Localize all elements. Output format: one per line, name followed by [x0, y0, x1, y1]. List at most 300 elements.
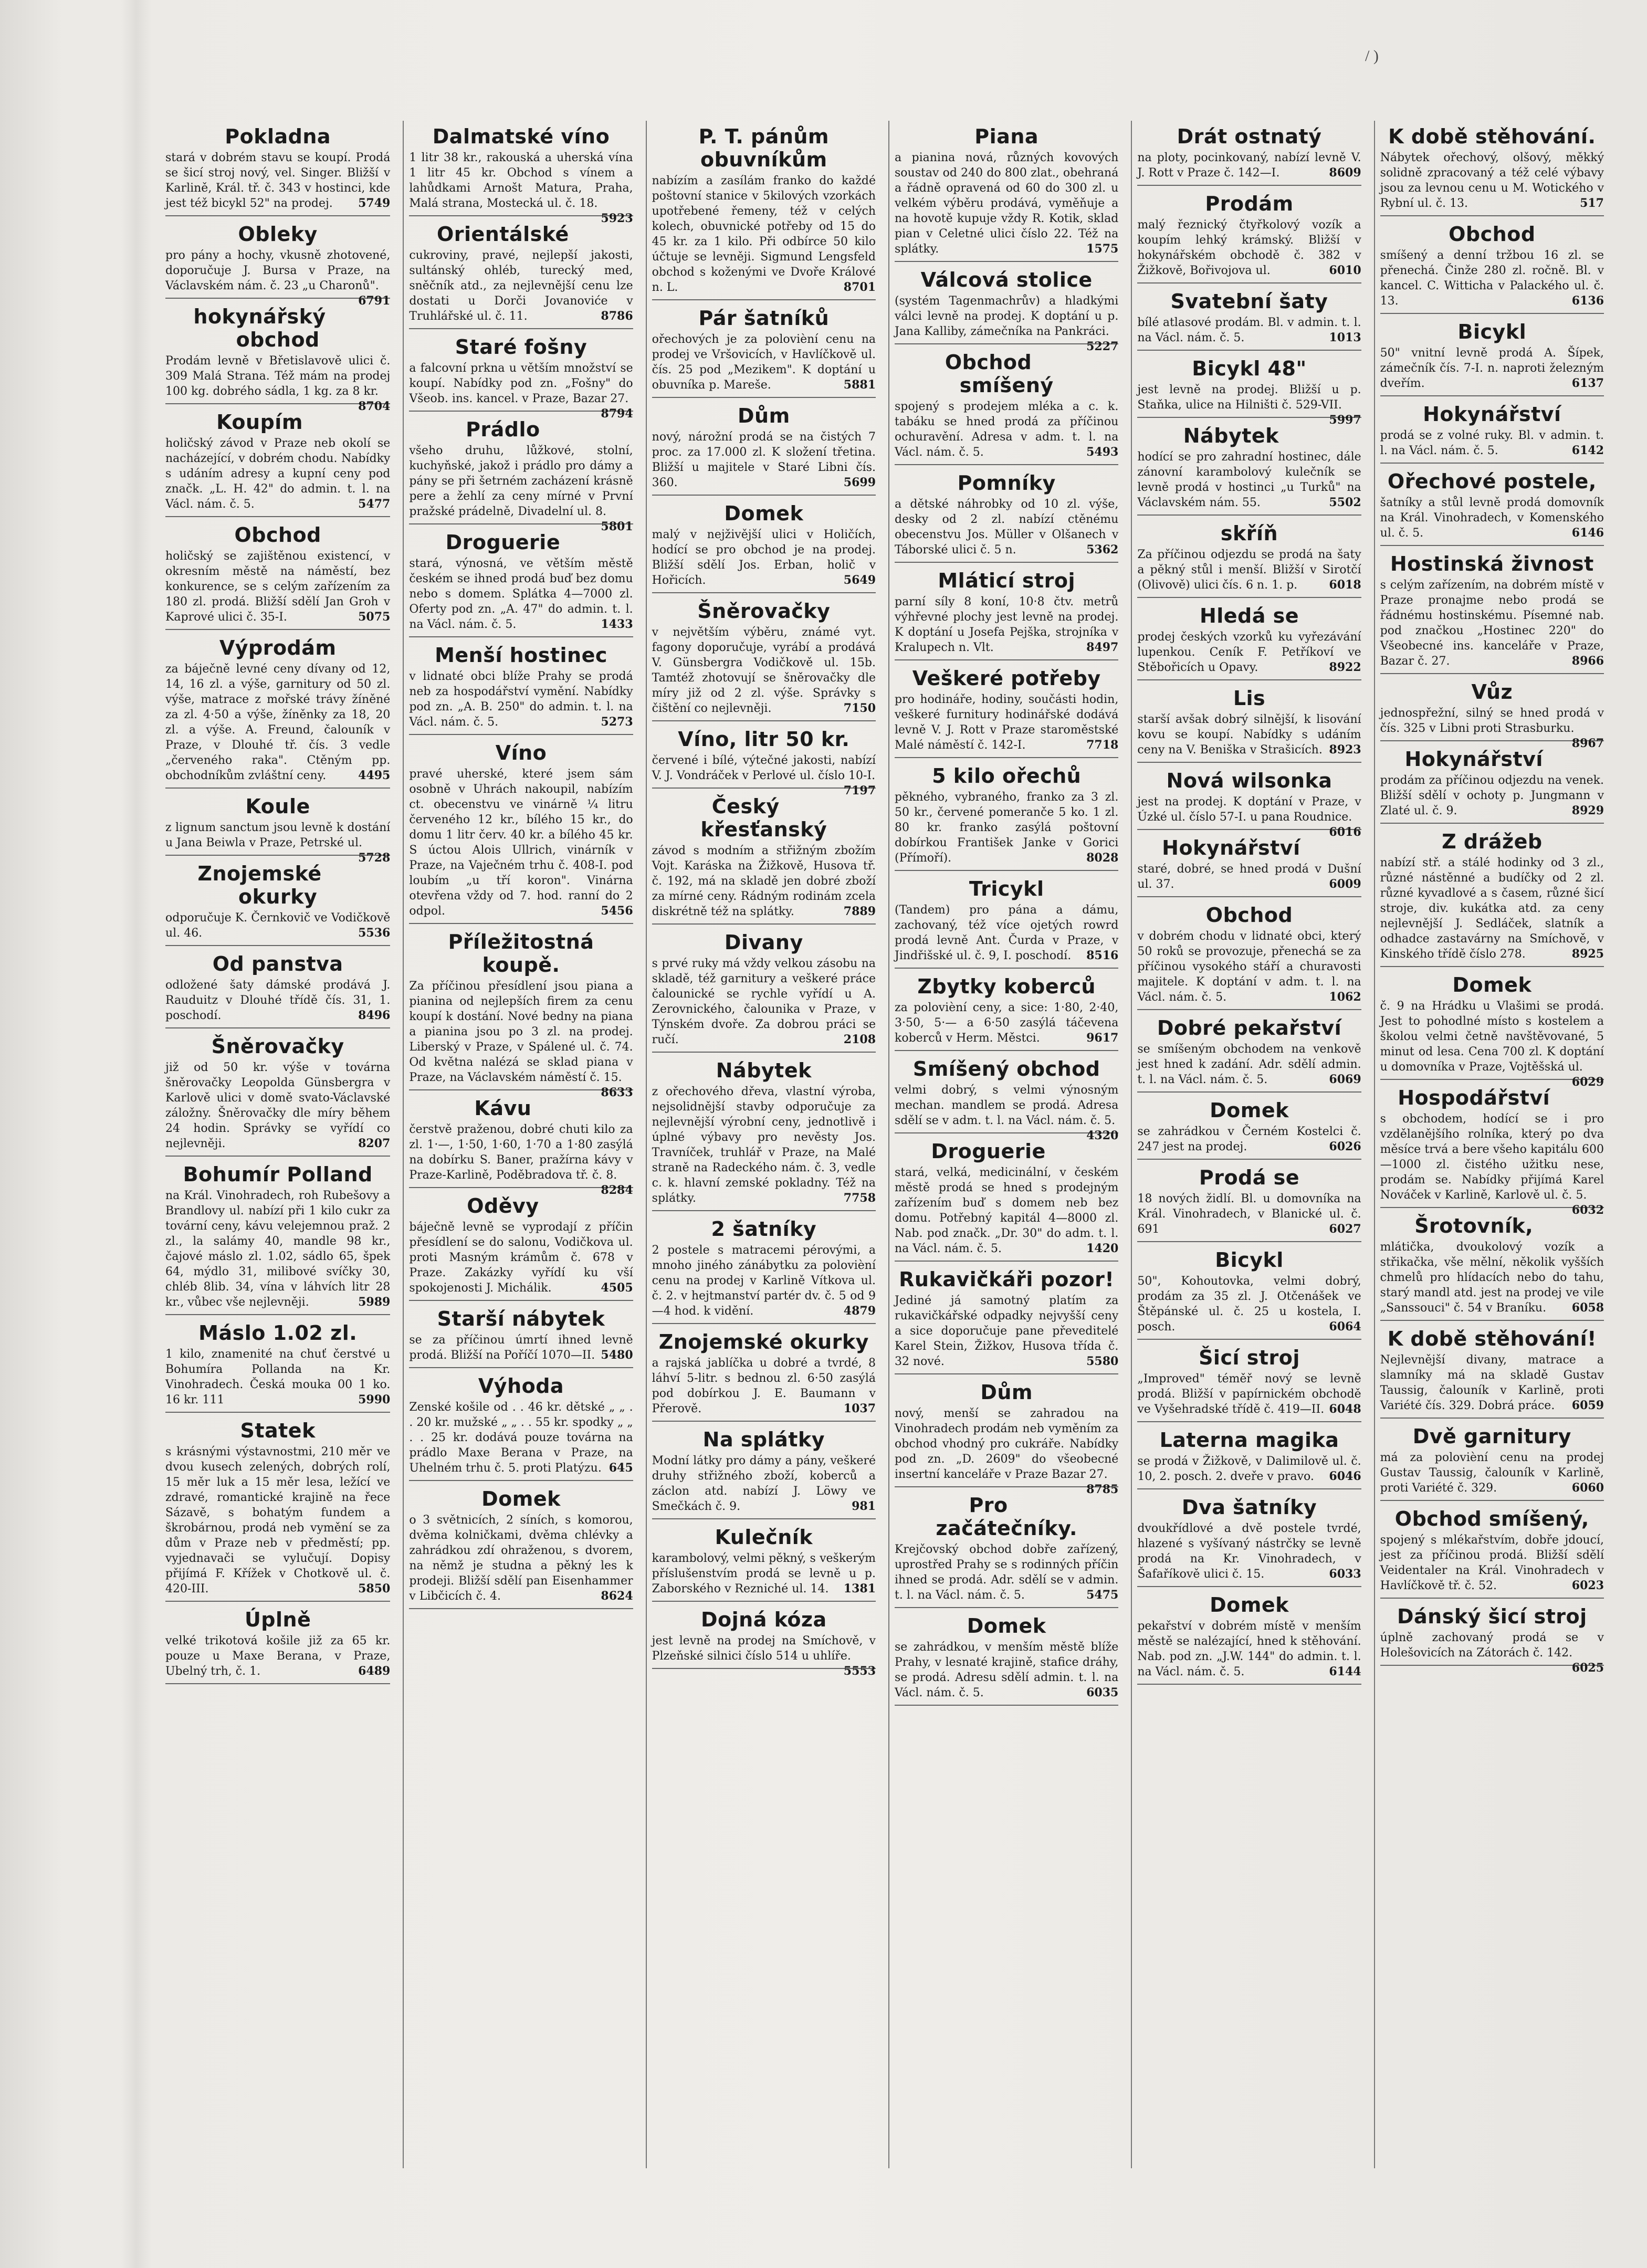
ad-title: skříň: [1220, 522, 1278, 545]
ad-reference-number: 1420: [1086, 1242, 1119, 1255]
ad-reference-number: 6059: [1571, 1399, 1604, 1412]
ad-title: Obchod: [1205, 904, 1293, 927]
classified-ad: [1380, 218, 1604, 314]
ad-text: jest na prodej. K doptání v Praze, v Úzké ul. číslo 57-I. u pana Roudnice.: [1137, 795, 1361, 824]
ad-reference-number: 1381: [843, 1582, 876, 1595]
ad-text: závod s modním a střižným zbožím Vojt. Karáska na Žižkově, Husova tř. č. 192, má na skladě jen dobré zboží za mírné ceny. Rádným rodinám zcela diskrétně též na splátky.: [652, 844, 876, 918]
ad-title: Prodám: [1205, 192, 1294, 215]
ad-text: jest levně na prodej na Smíchově, v Plzeňské silnici číslo 514 u uhlíře.: [652, 1634, 876, 1663]
ad-reference-number: 7758: [843, 1191, 876, 1205]
ad-text: Za příčinou přesídlení jsou piana a pianina od nejlepších firem za cenu koupí k dostání. Nové bedny na piana a pianina jsou po 3 zl. na prodej. Liberský v Praze, v Spálené ul. č. 74. Od května nalézá se sklad piana v Praze, na Václavském náměstí č. 15.: [409, 980, 633, 1084]
ad-text: všeho druhu, lůžkové, stolní, kuchyňské, jakož i prádlo pro dámy a pány se při šetrném zacházení krásně pere a žehlí za ceny mírné v První pražské prádelně, Divadelní ul. 8.: [409, 444, 633, 518]
ad-title: Dvě garnitury: [1412, 1425, 1571, 1448]
classified-ad: [409, 1483, 633, 1609]
classified-ad: [1137, 899, 1361, 1010]
ad-body: [1137, 1619, 1361, 1679]
classified-ad: [1137, 1342, 1361, 1422]
ad-text: 18 nových židlí. Bl. u domovníka na Král. Vinohradech, v Blanické ul. č. 691: [1137, 1192, 1361, 1236]
ad-column-4: [888, 121, 1124, 2168]
ad-title: Domek: [1452, 973, 1532, 996]
classified-ad: [652, 1424, 876, 1519]
ad-column-5: [1131, 121, 1366, 2168]
ad-text: 1 litr 38 kr., rakouská a uherská vína 1 litr 45 kr. Obchod s vínem a lahůdkami Arnošt Matura, Praha, Malá strana, Mostecká ul. č. 18.: [409, 151, 633, 210]
ad-column-6: [1374, 121, 1609, 2168]
ad-title: Dům: [980, 1381, 1033, 1404]
classified-ad: [1380, 826, 1604, 967]
ad-reference-number: 5699: [843, 476, 876, 489]
ad-body: [409, 1122, 633, 1197]
ad-title: Český křesťanský: [700, 795, 827, 841]
ad-title: Droguerie: [445, 531, 561, 554]
ad-text: na ploty, pocinkovaný, nabízí levně V. J. Rott v Praze č. 142—I.: [1137, 151, 1361, 180]
ad-reference-number: 5649: [843, 573, 876, 587]
ad-reference-number: 8923: [1329, 743, 1361, 757]
ad-body: [652, 1243, 876, 1319]
ad-body: [1380, 1630, 1604, 1675]
ad-reference-number: 8794: [601, 407, 633, 421]
ad-title: Koule: [245, 795, 310, 818]
ad-column-1: [160, 121, 395, 2168]
ad-text: s obchodem, hodící se i pro vzdělanějšího rolníka, který po dva měsíce trvá a bere všeho kapitálu 600—1000 zl. čistého užitku nese, prodám se. Nabídky přijímá Karel Nováček v Karlině, Karlově ul. č. 5.: [1380, 1112, 1604, 1202]
ad-body: [409, 1332, 633, 1363]
classified-ad: [1137, 286, 1361, 351]
ad-body: [1380, 248, 1604, 309]
page-fold-shadow: [121, 0, 152, 2268]
ad-body: [1380, 345, 1604, 391]
ad-reference-number: 645: [609, 1461, 633, 1475]
ad-body: [895, 1083, 1119, 1142]
ad-text: odporučuje K. Černkovič ve Vodičkově ul. 46.: [165, 911, 391, 940]
ad-title: Hospodářství: [1398, 1086, 1550, 1109]
ad-body: [165, 150, 390, 211]
classified-ad: [1380, 1601, 1604, 1675]
ad-text: v největším výběru, známé vyt. fagony doporučuje, vyrábí a prodává V. Günsbergra Vodičkově ul. 15b. Tamtéž zhotovují se šněrovačky dle míry již od 2 zl. výše. Správky s čištění co nejlevněji.: [652, 626, 876, 715]
classified-ad: [1380, 1421, 1604, 1501]
ad-text: č. 9 na Hrádku u Vlašimi se prodá. Jest to pohodlné místo s kostelem a školou velmi četně navštěvované, 5 minut od lesa. Cena 700 zl. K doptání u domovníka v Praze, Vojtěšská ul.: [1380, 1000, 1604, 1074]
ad-reference-number: 8207: [358, 1137, 391, 1150]
ad-title: Obchod smíšený,: [1394, 1507, 1589, 1530]
ad-reference-number: 6137: [1571, 376, 1604, 390]
classified-ad: [1137, 832, 1361, 897]
ad-text: stará, výnosná, ve větším městě českém se ihned prodá buď bez domu nebo s domem. Splátka 4—7000 zl. Oferty pod zn. „A. 47" do admin. t. l. na Václ. nám. č. 5.: [409, 557, 633, 631]
ad-body: [409, 556, 633, 632]
classified-ad: [652, 302, 876, 398]
ad-title: Od panstva: [212, 952, 343, 975]
ad-title: Prádlo: [466, 418, 540, 441]
ad-reference-number: 8704: [358, 400, 391, 413]
ad-reference-number: 6010: [1329, 264, 1361, 277]
ad-title: Staré fošny: [455, 335, 588, 359]
classified-ad: [165, 632, 390, 789]
ad-body: [895, 790, 1118, 866]
ad-body: [1380, 428, 1604, 458]
classified-ad: [165, 1159, 390, 1315]
ad-title: Dalmatské víno: [432, 125, 610, 148]
ad-text: prodá se z volné ruky. Bl. v admin. t. l. na Václ. nám. č. 5.: [1380, 429, 1604, 457]
classified-ad: [1137, 1589, 1361, 1685]
ad-body: [1380, 578, 1604, 669]
ad-title: Obchod: [1449, 223, 1536, 246]
classified-ad: [165, 1317, 390, 1413]
ad-body: [1380, 999, 1604, 1089]
ad-title: Nábytek: [1183, 424, 1279, 447]
ad-reference-number: 6033: [1329, 1567, 1361, 1581]
ad-text: „Improved" téměř nový se levně prodá. Bližší v papírnickém obchodě ve Vyšehradské třídě č. 419—II.: [1137, 1372, 1361, 1416]
ad-title: Domek: [1210, 1099, 1289, 1122]
classified-ad: [165, 218, 391, 308]
ad-text: se za příčinou úmrtí ihned levně prodá. Bližší na Poříčí 1070—II.: [409, 1334, 633, 1362]
classified-ad: [652, 723, 876, 797]
ad-title: Dánský šicí stroj: [1397, 1605, 1587, 1628]
ad-body: [409, 1400, 633, 1476]
ad-title: Rukavičkáři pozor!: [899, 1268, 1115, 1291]
classified-ad: [165, 121, 390, 216]
ad-body: [1137, 794, 1361, 839]
classified-ad: [1380, 1210, 1604, 1321]
ad-title: Víno: [495, 741, 547, 764]
ad-title: Z drážeb: [1442, 830, 1543, 853]
ad-title: Dobré pekařství: [1157, 1016, 1342, 1040]
ad-text: s krásnými výstavnostmi, 210 měr ve dvou kusech zelených, dobrých rolí, 15 měr luk a 15 měr lesa, ležící ve zdravé, romantické krajině na řece Sázavě, s bohatým fundem a škrobárnou, prodá neb vymění se za dům v Praze neb v předměstí; pp. vyjednavači se vylučují. Dopisy přijímá F. Křížek v Chotkově ul. č. 420-III.: [165, 1445, 391, 1595]
ad-body: [165, 910, 390, 941]
ad-reference-number: 8496: [358, 1009, 391, 1022]
classified-ad: [409, 1093, 633, 1197]
ad-text: prodej českých vzorků ku vyřezávání lupenkou. Ceník F. Petříkoví ve Stěbořicích u Opavy.: [1137, 631, 1361, 674]
ad-text: odložené šaty dámské prodává J. Rauduitz v Dlouhé třídě čís. 31, 1. poschodí.: [165, 979, 391, 1022]
ad-body: [1380, 855, 1604, 962]
ad-body: [1380, 1240, 1604, 1316]
ad-text: má za polovièní cenu na prodej Gustav Taussig, čalouník v Karlině, proti Variété č. 329.: [1380, 1451, 1604, 1495]
classified-ad: [1380, 466, 1604, 546]
ad-body: [895, 1165, 1118, 1256]
ad-reference-number: 4495: [358, 769, 391, 782]
ad-text: z lignum sanctum jsou levně k dostání u Jana Beiwla v Praze, Petrské ul.: [165, 821, 391, 849]
ad-body: [652, 1453, 876, 1514]
ad-text: pravé uherské, které jsem sám osobně v Uhrách nakoupil, nabízím ct. obecenstvu ve vinárně ¼ litru červeného 12 kr., bílého 15 kr., do domu 1 litr červ. 40 kr. a bílého 45 kr. S úctou Alois Ullrich, vinárník v Praze, na Vaječném trhu č. 408-I. pod loubím „u tří koron". Vinárna otevřena vždy od 7. hod. ranní do 2 odpol.: [409, 768, 633, 918]
ad-text: červené i bílé, výtečné jakosti, nabízí V. J. Vondráček v Perlové ul. číslo 10-I.: [652, 754, 876, 782]
classified-ad: [652, 400, 876, 496]
ad-body: [1137, 1191, 1361, 1237]
ad-text: za báječně levné ceny dívany od 12, 14, 16 zl. a výše, garnitury od 50 zl. výše, matrace z mořské trávy žíněné za zl. 4·50 a výše, žíněnky za 18, 20 zl. a výše. A. Freund, čalouník v Praze, v Dlouhé tř. čís. 3 vedle „červeného raka". Ctěným pp. obchodníkům zvláštní ceny.: [165, 663, 391, 782]
ad-text: (Tandem) pro pána a dámu, zachovaný, též více ojetých rowrd prodá levně Ant. Čurda v Praze, v Jindřišské ul. č. 9, I. poschodí.: [895, 904, 1119, 962]
ad-body: [165, 820, 391, 865]
ad-reference-number: 5728: [358, 851, 391, 865]
ad-text: na Král. Vinohradech, roh Rubešovy a Brandlovy ul. nabízí při 1 kilo cukr za tovární ceny, kávu velejemnou praž. 2 zl., la salámy 40, mandle 98 kr., čajové máslo zl. 1.02, sádlo 65, špek 64, mýdlo 31, milibové svíčky 30, chléb 8lib. 34, vína v láhvích litr 28 kr., vůbec vše nejlevněji.: [165, 1189, 391, 1309]
ad-title: Kávu: [474, 1097, 532, 1120]
ad-reference-number: 8922: [1329, 660, 1361, 674]
ad-title: Pro začátečníky.: [936, 1494, 1077, 1540]
classified-ad: [895, 1489, 1118, 1608]
classified-ad: [165, 858, 390, 946]
ad-body: [165, 1633, 390, 1679]
ad-reference-number: 6791: [358, 294, 391, 308]
ad-body: [652, 843, 876, 919]
classified-ad: [1380, 969, 1604, 1089]
ad-reference-number: 5881: [843, 378, 876, 392]
ad-column-3: [646, 121, 881, 2168]
ad-text: s celým zařízením, na dobrém místě v Praze pronajme nebo prodá se řádnému hostinskému. Písemné nab. pod značkou „Hostinec 220" do Všeobecné ins. kanceláře v Praze, Bazar č. 27.: [1380, 579, 1604, 668]
ad-reference-number: 5580: [1086, 1354, 1119, 1368]
ad-body: [1137, 217, 1361, 278]
ad-title: Laterna magika: [1159, 1429, 1339, 1452]
ad-title: Ořechové postele,: [1387, 470, 1597, 493]
ad-title: P. T. pánům obuvníkům: [698, 125, 830, 171]
classified-ad: [1137, 1012, 1361, 1093]
classified-ad: [409, 926, 633, 1099]
margin-pencil-note: / ): [1365, 47, 1379, 65]
classified-ad: [1137, 518, 1361, 598]
classified-ads-columns: [160, 121, 1609, 2168]
ad-reference-number: 5749: [358, 196, 391, 210]
ad-body: [409, 1220, 633, 1296]
ad-reference-number: 6026: [1329, 1140, 1361, 1153]
ad-body: [409, 443, 633, 533]
ad-title: Obchod smíšený: [945, 351, 1054, 397]
ad-body: [895, 1640, 1118, 1700]
ad-title: Dojná kóza: [700, 1608, 827, 1631]
ad-text: pro hodináře, hodiny, součásti hodin, veškeré furnitury hodinářské dodává levně V. J. Rott v Praze staroměstské Malé náměstí č. 142-I.: [895, 693, 1119, 752]
ad-reference-number: 6144: [1329, 1665, 1361, 1678]
ad-body: [1137, 1454, 1361, 1484]
classified-ad: [1137, 765, 1361, 839]
ad-title: Znojemské okurky: [197, 862, 322, 908]
ad-text: se zahrádkou v Černém Kostelci č. 247 jest na prodej.: [1137, 1125, 1361, 1153]
ad-reference-number: 8624: [601, 1589, 633, 1603]
ad-body: [1137, 382, 1361, 427]
ad-title: Domek: [967, 1614, 1046, 1637]
ad-title: 2 šatníky: [711, 1217, 817, 1241]
ad-reference-number: 1575: [1086, 242, 1119, 256]
ad-reference-number: 6142: [1571, 444, 1604, 457]
classified-ad: [1137, 1492, 1361, 1587]
ad-text: Modní látky pro dámy a pány, veškeré druhy střižného zboží, koberců a záclon atd. nabízí J. Löwy ve Smečkách č. 9.: [652, 1454, 876, 1513]
ad-text: dvoukřídlové a dvě postele tvrdé, hlazené s vyšívaný nástrčky se levně prodá na Kr. Vinohradech, v Šafaříkově ulici č. 15.: [1137, 1522, 1361, 1581]
ad-text: jednospřežní, silný se hned prodá v čís. 325 v Libni proti Strasburku.: [1380, 707, 1604, 735]
ad-body: [895, 399, 1118, 460]
classified-ad: [652, 498, 876, 593]
ad-reference-number: 5477: [358, 497, 391, 511]
ad-body: [165, 549, 390, 625]
ad-title: Koupím: [216, 411, 303, 434]
ad-text: smíšený a denní tržbou 16 zl. se přenechá. Činže 280 zl. ročně. Bl. v kancel. C. Witticha v Palackého ul. č. 13.: [1380, 249, 1604, 308]
ad-title: Dům: [737, 404, 790, 427]
ad-text: parní síly 8 koní, 10·8 čtv. metrů výhřevné plochy jest levně na prodej. K doptání u Josefa Pejška, strojníka v Kralupech n. Vlt.: [895, 595, 1119, 654]
ad-reference-number: 7197: [843, 784, 876, 797]
classified-ad: [652, 595, 876, 721]
ad-title: K době stěhování!: [1387, 1327, 1597, 1350]
ad-reference-number: 4505: [601, 1281, 633, 1295]
ad-reference-number: 5493: [1086, 445, 1119, 459]
ad-body: [1137, 1042, 1361, 1087]
classified-ad: [652, 1055, 876, 1211]
ad-title: Šněrovačky: [211, 1035, 344, 1058]
ad-text: mlátička, dvoukolový vozík a střikačka, vše mělní, několik vyšších chmelů pro hlídacích nebo do tahu, starý mandl atd. jest na prodej ve vile „Sanssouci" č. 54 v Braníku.: [1380, 1241, 1604, 1315]
ad-title: Nová wilsonka: [1166, 769, 1333, 792]
classified-ad: [1137, 600, 1361, 680]
ad-body: [895, 293, 1119, 353]
classified-ad: [1380, 1082, 1604, 1217]
classified-ad: [409, 218, 633, 329]
ad-reference-number: 5997: [1329, 413, 1361, 427]
ad-reference-number: 6048: [1329, 1402, 1361, 1416]
ad-body: [1380, 1352, 1604, 1413]
ad-body: [409, 150, 633, 225]
classified-ad: [652, 927, 876, 1053]
ad-text: Nábytek ořechový, olšový, měkký solidně zpracovaný a též celé výbavy jsou za levnou cenu u M. Wotického v Rybní ul. č. 13.: [1380, 151, 1604, 210]
ad-title: Oděvy: [467, 1194, 539, 1217]
ad-body: [1137, 1124, 1361, 1154]
ad-title: Bicykl: [1215, 1248, 1284, 1272]
ad-body: [895, 1293, 1118, 1369]
ad-reference-number: 6046: [1329, 1469, 1361, 1483]
ad-title: Víno, litr 50 kr.: [678, 728, 850, 751]
ad-title: Obleky: [238, 223, 318, 246]
ad-text: z ořechového dřeva, vlastní výroba, nejsolidnější stavby odporučuje za nejlevnější výrobní ceny, jednotlivě i úplné výbavy pro nevěsty Jos. Travníček, truhlář v Praze, na Malé straně na Radeckého nám. č. 3, vedle c. k. hlavní zemské pokladny. Též na splátky.: [652, 1085, 876, 1205]
ad-text: pěkného, vybraného, franko za 3 zl. 50 kr., červené pomeranče 5 ko. 1 zl. 80 kr. franko zasýlá poštovní dobírkou František Janke v Gorici (Přímoří).: [895, 791, 1119, 865]
ad-title: Výhoda: [478, 1374, 564, 1398]
ad-reference-number: 981: [852, 1499, 876, 1513]
ad-body: [652, 1551, 876, 1597]
classified-ad: [1380, 398, 1604, 464]
ad-text: se prodá v Žižkově, v Dalimilově ul. č. 10, 2. posch. 2. dveře v pravo.: [1137, 1455, 1361, 1483]
classified-ad: [1137, 353, 1361, 427]
ad-text: ořechových je za polovièní cenu na prodej ve Vršovicích, v Havlíčkově ul. čís. 25 pod „Mezikem". K doptání u obuvníka p. Mareše.: [652, 333, 876, 392]
ad-title: Pokladna: [225, 125, 331, 148]
ad-reference-number: 2108: [843, 1033, 876, 1046]
ad-reference-number: 5480: [601, 1348, 633, 1362]
ad-body: [409, 669, 633, 730]
classified-ad: [895, 467, 1118, 563]
ad-reference-number: 1062: [1329, 990, 1361, 1004]
ad-reference-number: 5923: [601, 212, 633, 225]
ad-text: šatníky a stůl levně prodá domovník na Král. Vinohradech, v Komenského ul. č. 5.: [1380, 496, 1604, 540]
ad-text: Nejlevnější divany, matrace a slamníky má na skladě Gustav Taussig, čalouník v Karlině, proti Variété čís. 329. Dobrá práce.: [1380, 1353, 1604, 1412]
ad-reference-number: 1013: [1329, 331, 1361, 344]
ad-body: [1380, 1532, 1604, 1593]
ad-reference-number: 7150: [843, 701, 876, 715]
ad-body: [1380, 1111, 1604, 1217]
classified-ad: [895, 1264, 1118, 1374]
ad-title: Šrotovník,: [1414, 1214, 1534, 1237]
ad-text: spojený s prodejem mléka a c. k. tabáku se hned prodá za příčinou ochuravění. Adresa v adm. t. l. na Václ. nám. č. 5.: [895, 400, 1119, 459]
classified-ad: [1137, 121, 1361, 186]
ad-reference-number: 8967: [1571, 737, 1604, 750]
ad-reference-number: 7889: [843, 905, 876, 918]
classified-ad: [1380, 121, 1604, 216]
ad-title: Hokynářství: [1162, 836, 1300, 859]
ad-title: Bohumír Polland: [183, 1163, 373, 1186]
ad-body: [895, 692, 1118, 753]
classified-ad: [895, 971, 1118, 1051]
ad-text: o 3 světnicích, 2 síních, s komorou, dvěma kolničkami, dvěma chlévky a zahrádkou zdí ohraženou, s dvorem, na němž je studna a pěkný les k prodeji. Bližší sdělí pan Eisenhammer v Libčicích č. 4.: [409, 1514, 633, 1603]
classified-ad: [409, 639, 633, 735]
ad-title: Veškeré potřeby: [912, 667, 1101, 690]
ad-body: [409, 979, 633, 1099]
classified-ad: [652, 1521, 876, 1602]
ad-body: [1137, 929, 1361, 1005]
ad-body: [165, 1188, 390, 1310]
ad-reference-number: 6058: [1571, 1301, 1604, 1315]
ad-text: báječně levně se vyprodají z příčin přesídlení se do salonu, Vodičkova ul. proti Masným krámům č. 678 v Praze. Zakázky vyřídí ku vší spokojenosti J. Michálik.: [409, 1221, 633, 1295]
ad-reference-number: 5475: [1086, 1588, 1119, 1602]
ad-text: v dobrém chodu v lidnaté obci, který 50 roků se provozuje, přenechá se za příčinou vysokého stáří a churavosti majitele. K doptání v adm. t. l. na Václ. nám. č. 5.: [1137, 930, 1361, 1004]
ad-title: Drát ostnatý: [1177, 125, 1322, 148]
ad-title: Vůz: [1471, 680, 1513, 704]
ad-reference-number: 6069: [1329, 1073, 1361, 1086]
ad-body: [652, 527, 876, 588]
ad-reference-number: 6009: [1329, 877, 1361, 891]
ad-title: 5 kilo ořechů: [932, 764, 1082, 788]
ad-title: Hledá se: [1199, 604, 1299, 627]
ad-body: [652, 956, 876, 1047]
ad-reference-number: 6032: [1571, 1203, 1604, 1217]
ad-text: velmi dobrý, s velmi výnosným mechan. mandlem se prodá. Adresa sdělí se v adm. t. l. na Václ. nám. č. 5.: [895, 1084, 1119, 1127]
ad-title: Piana: [974, 125, 1039, 148]
ad-body: [652, 753, 876, 797]
ad-text: nabízím a zasílám franko do každé poštovní stanice v 5kilových vzorkách upotřebené řemeny, též v celých kolech, obuvnické potřeby od 15 do 45 kr. za 1 kilo. Při odbírce 50 kilo účtuje se levněji. Sigmund Lengsfeld obchod s koženými ve Dvoře Králové n. L.: [652, 174, 876, 294]
ad-reference-number: 5990: [358, 1393, 391, 1406]
classified-ad: [1137, 682, 1361, 763]
ad-text: nabízí stř. a stálé hodinky od 3 zl., různé nástěnné a budíčky od 2 zl. různé kyvadlové a s časem, různé šicí stroje, div. kukátka atd. za ceny nejlevnější J. Sedláček, slatník a odhadce zastavárny na Smíchově, v Kinského třídě číslo 278.: [1380, 856, 1604, 961]
ad-text: za polovièní ceny, a sice: 1·80, 2·40, 3·50, 5·— a 6·50 zasýlá táčevena koberců v Herm. Městci.: [895, 1001, 1119, 1045]
ad-text: holičský závod v Praze neb okolí se nacházející, v dobrém chodu. Nabídky s udáním adresy a kupní ceny pod značk. „L. H. 42" do admin. t. l. na Václ. nám. č. 5.: [165, 437, 391, 511]
ad-body: [1380, 706, 1604, 750]
ad-text: a rajská jablíčka u dobré a tvrdé, 8 láhví 5-litr. s bednou zl. 6·50 zasýlá pod dobírkou J. E. Baumann v Přerově.: [652, 1357, 876, 1415]
ad-text: Jediné já samotný platím za rukavičkářské odpadky nejvyšší ceny a sice doporučuje pane převeditelé Karel Stein, Žižkov, Husova třída č. 32 nové.: [895, 1294, 1119, 1368]
ad-reference-number: 5273: [601, 715, 633, 729]
ad-title: Divany: [724, 931, 803, 954]
ad-body: [1137, 449, 1361, 510]
ad-title: Příležitostná koupě.: [448, 930, 594, 976]
ad-reference-number: 7718: [1086, 738, 1119, 752]
ad-text: nový, menší se zahradou na Vinohradech prodám neb vyměním za obchod vhodný pro cukráře. Nabídky pod zn. „D. 2609" do všeobecné insertní kanceláře v Praze Bazar 27.: [895, 1407, 1119, 1481]
ad-reference-number: 517: [1580, 196, 1604, 210]
ad-text: prodám za příčinou odjezdu na venek. Bližší sdělí v ochoty p. Jungmann v Zlaté ul. č. 9.: [1380, 774, 1604, 817]
classified-ad: [165, 1604, 390, 1684]
ad-reference-number: 4320: [1086, 1129, 1119, 1142]
classified-ad: [895, 1136, 1118, 1262]
ad-title: Prodá se: [1199, 1166, 1300, 1189]
ad-text: bílé atlasové prodám. Bl. v admin. t. l. na Václ. nám. č. 5.: [1137, 316, 1361, 344]
ad-reference-number: 5536: [358, 926, 391, 940]
ad-reference-number: 1037: [843, 1402, 876, 1415]
ad-title: K době stěhování.: [1388, 125, 1596, 148]
ad-text: jest levně na prodej. Bližší u p. Staňka, ulice na Hilništi č. 529-VII.: [1137, 383, 1361, 412]
ad-title: Znojemské okurky: [658, 1330, 869, 1353]
ad-reference-number: 9617: [1086, 1031, 1119, 1045]
ad-body: [1380, 150, 1604, 211]
classified-ad: [895, 1610, 1118, 1706]
ad-title: Smíšený obchod: [912, 1057, 1100, 1080]
ad-text: karambolový, velmi pěkný, s veškerým příslušenstvím prodá se levně u p. Zaborského v Rezniché ul. 14.: [652, 1552, 876, 1595]
classified-ad: [165, 791, 391, 865]
ad-body: [652, 1084, 876, 1206]
ad-body: [409, 248, 633, 324]
ad-reference-number: 6146: [1571, 526, 1604, 540]
ad-text: pro pány a hochy, vkusně zhotovené, doporučuje J. Bursa v Praze, na Václavském nám. č. 23 „u Charonů".: [165, 249, 391, 292]
ad-reference-number: 5227: [1086, 340, 1119, 353]
classified-ad: [1137, 420, 1361, 516]
classified-ad: [1380, 316, 1604, 396]
ad-title: Zbytky koberců: [917, 975, 1096, 998]
classified-ad: [1137, 1095, 1361, 1160]
ad-reference-number: 5850: [358, 1582, 391, 1595]
ad-reference-number: 6027: [1329, 1222, 1361, 1236]
ad-reference-number: 8609: [1329, 166, 1361, 180]
ad-title: Na splátky: [702, 1428, 825, 1451]
classified-ad: [895, 873, 1118, 969]
classified-ad: [652, 121, 876, 300]
